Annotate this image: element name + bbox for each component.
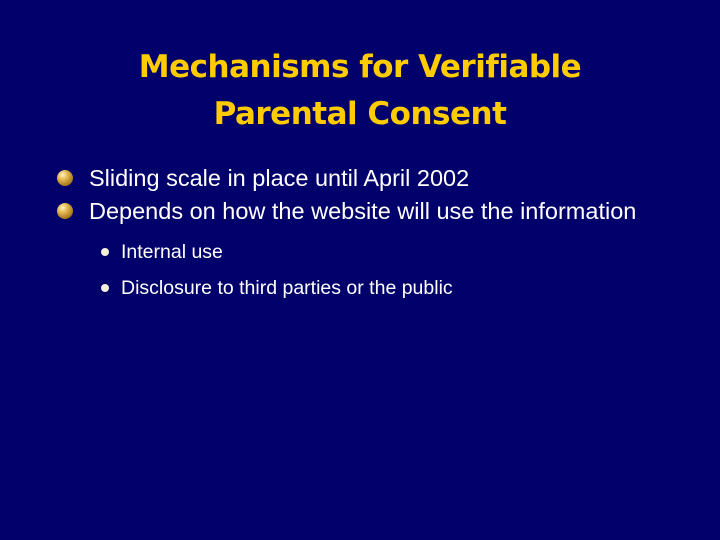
sub-bullet-item (121, 270, 720, 306)
sub-bullet-text: Disclosure to third parties or the public (121, 277, 453, 299)
gold-ball-bullet-icon (57, 203, 73, 219)
bullet-text: Sliding scale in place until April 2002 (89, 165, 470, 191)
slide-title (60, 44, 660, 138)
bullet-item (89, 195, 649, 228)
bullet-item (89, 162, 649, 195)
bullet-list (0, 162, 720, 306)
gold-ball-bullet-icon (57, 170, 73, 186)
sub-bullet-list (0, 234, 720, 306)
slide-title-line-2: Parental Consent (213, 96, 507, 132)
slide-title-line-1: Mechanisms for Verifiable (138, 49, 582, 85)
sub-bullet-item (121, 234, 720, 270)
dot-bullet-icon (101, 284, 109, 292)
bullet-text: Depends on how the website will use the information (89, 198, 637, 224)
sub-bullet-text: Internal use (121, 241, 223, 263)
dot-bullet-icon (101, 248, 109, 256)
